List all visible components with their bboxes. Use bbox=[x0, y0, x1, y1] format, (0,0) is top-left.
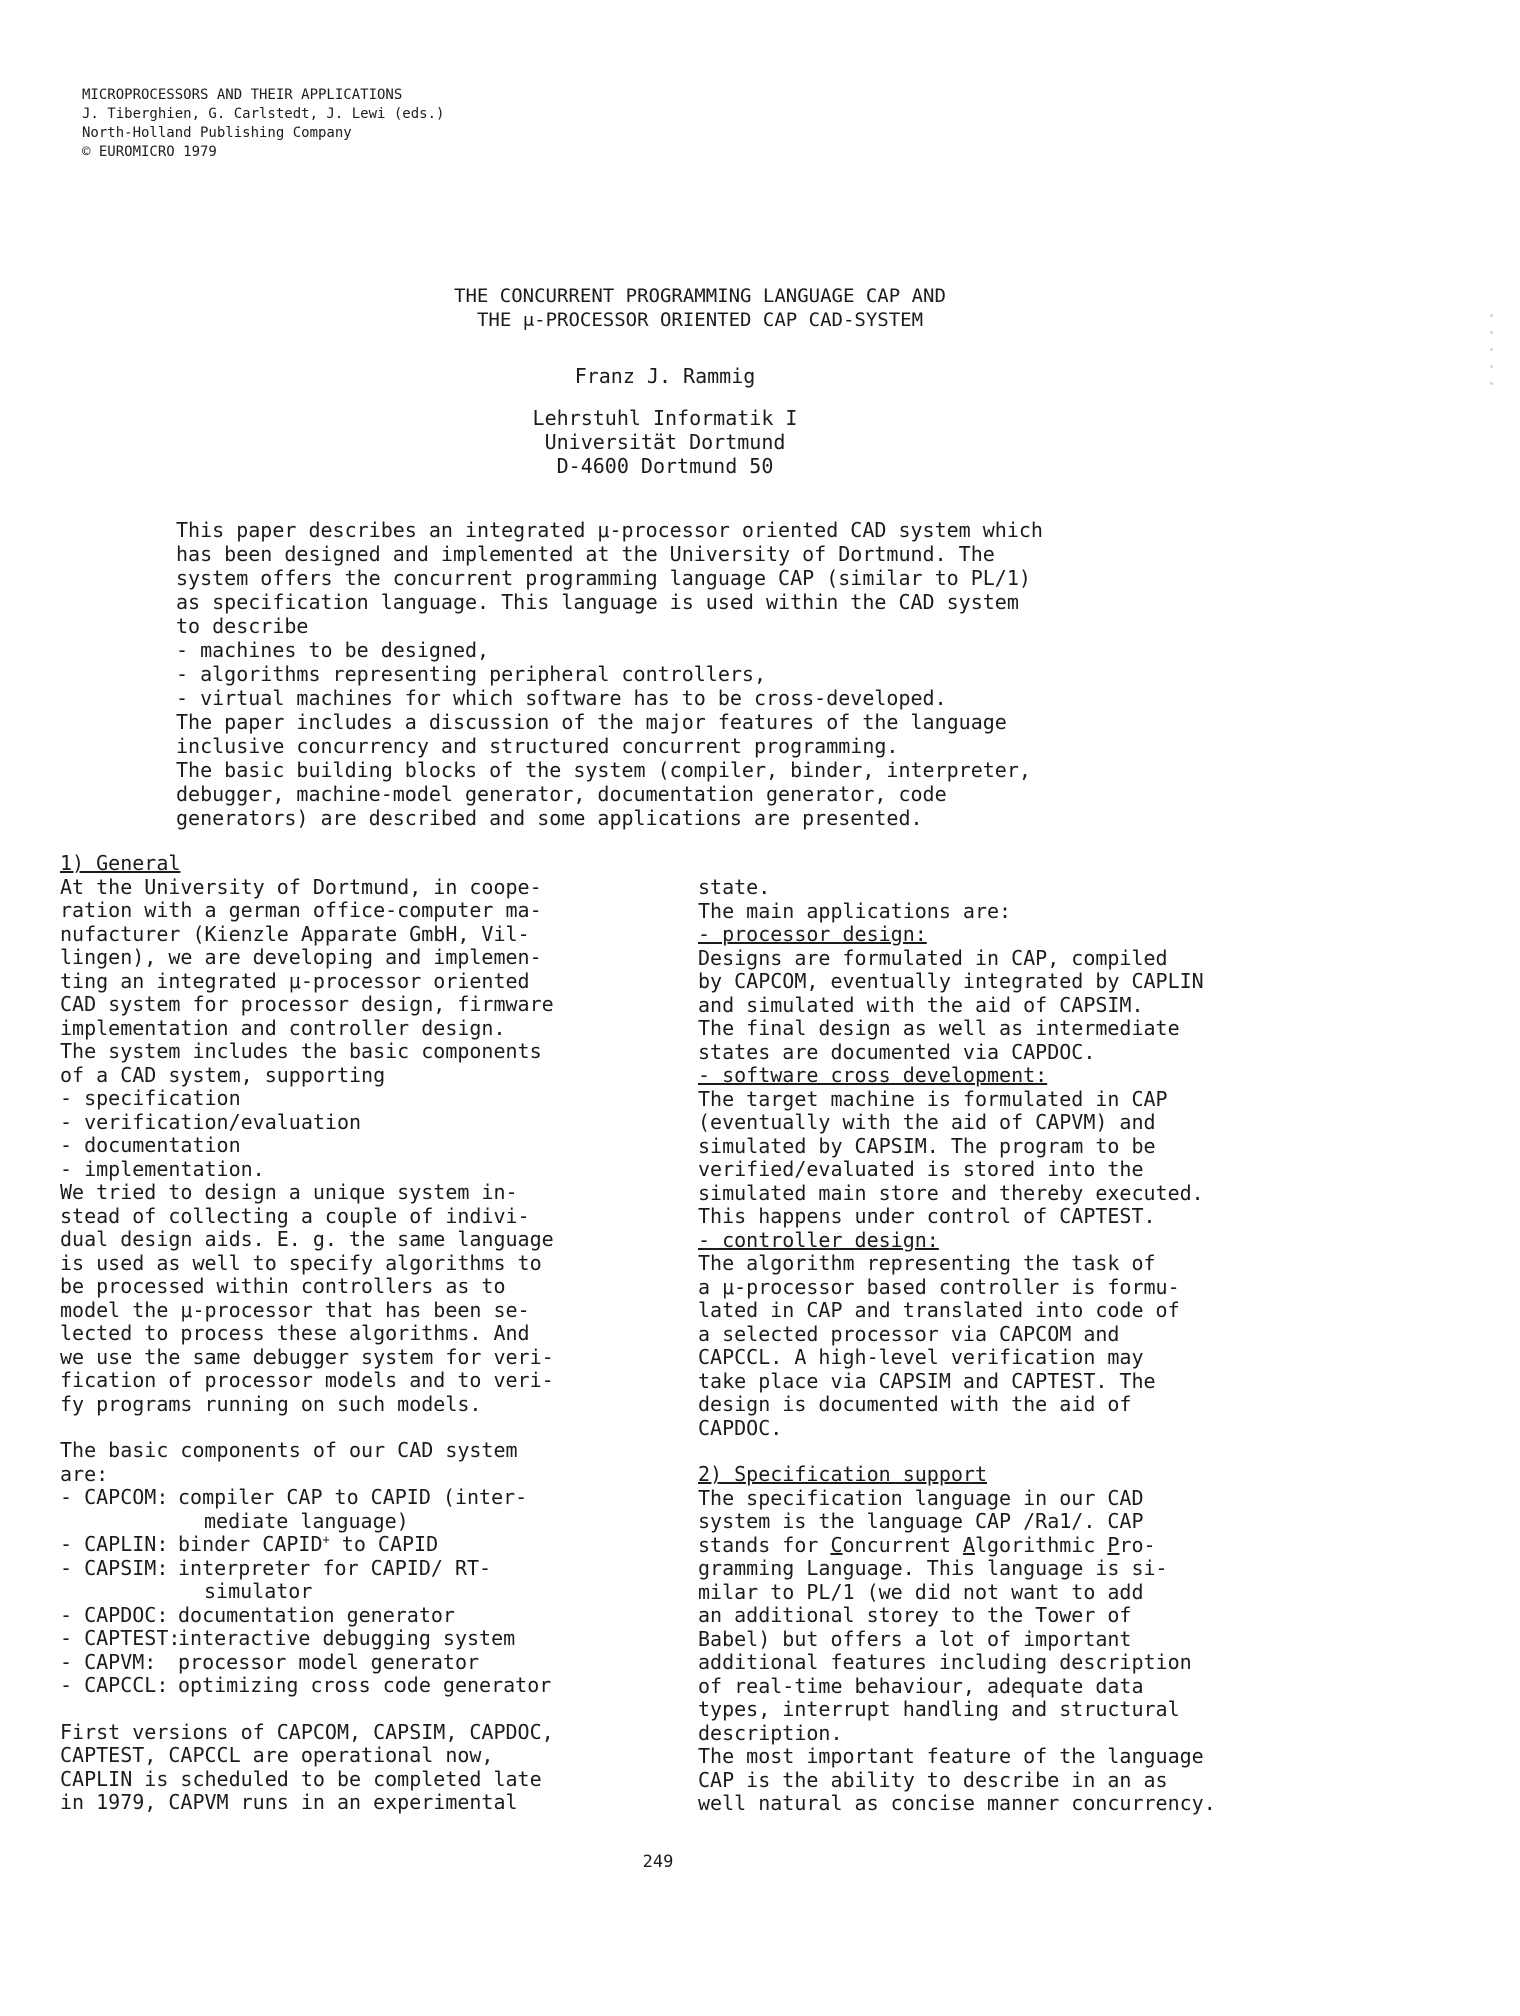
component-desc bbox=[178, 1533, 438, 1557]
component-desc: compiler CAP to CAPID (inter- bbox=[178, 1485, 528, 1509]
body-line: state. bbox=[698, 875, 771, 899]
abstract-line: This paper describes an integrated μ-processor oriented CAD system which bbox=[176, 518, 1043, 542]
component-desc-part: binder CAPID bbox=[178, 1532, 323, 1556]
subsection-heading: - controller design: bbox=[698, 1227, 939, 1252]
component-desc: documentation generator bbox=[178, 1602, 455, 1627]
body-line: The target machine is formulated in CAP bbox=[698, 1086, 1168, 1111]
body-line: CAD system for processor design, firmware bbox=[60, 992, 554, 1016]
body-line: states are documented via CAPDOC. bbox=[698, 1039, 1096, 1064]
paper-title bbox=[0, 284, 1400, 332]
header-line: © EUROMICRO 1979 bbox=[82, 144, 217, 160]
body-line: lated in CAP and translated into code of bbox=[698, 1298, 1180, 1322]
section-heading: 1) General bbox=[60, 851, 181, 875]
acronym-letter: A bbox=[962, 1532, 975, 1557]
body-line: CAPDOC. bbox=[698, 1415, 783, 1440]
component-name: - CAPVM: bbox=[60, 1649, 157, 1674]
body-line-acronym bbox=[698, 1534, 1308, 1558]
text-part: oncurrent bbox=[842, 1532, 963, 1557]
component-name: - CAPCOM: bbox=[60, 1485, 169, 1509]
component-item bbox=[60, 1533, 670, 1557]
acronym-letter: P bbox=[1107, 1532, 1120, 1557]
body-line: ting an integrated μ-processor oriented bbox=[60, 968, 530, 993]
body-line: by CAPCOM, eventually integrated by CAPLIN bbox=[698, 969, 1204, 993]
body-line: are: bbox=[60, 1461, 109, 1486]
body-line: system is the language CAP /Ra1/. CAP bbox=[698, 1509, 1144, 1533]
body-line: The main applications are: bbox=[698, 898, 1012, 923]
body-line: implementation and controller design. bbox=[60, 1015, 506, 1040]
body-line: The final design as well as intermediate bbox=[698, 1016, 1180, 1040]
body-line: verified/evaluated is stored into the bbox=[698, 1157, 1144, 1181]
affiliation-line: D-4600 Dortmund 50 bbox=[556, 454, 774, 478]
body-line: - documentation bbox=[60, 1133, 241, 1157]
abstract-line: - algorithms representing peripheral controllers, bbox=[176, 662, 767, 686]
title-line: THE CONCURRENT PROGRAMMING LANGUAGE CAP AND bbox=[454, 285, 946, 307]
abstract-line: The basic building blocks of the system (compiler, binder, interpreter, bbox=[176, 758, 1031, 782]
body-line: CAP is the ability to describe in an as bbox=[698, 1767, 1168, 1792]
header-line: J. Tiberghien, G. Carlstedt, J. Lewi (eds.) bbox=[82, 106, 445, 122]
body-line: take place via CAPSIM and CAPTEST. The bbox=[698, 1368, 1156, 1393]
body-line: CAPLIN is scheduled to be completed late bbox=[60, 1766, 542, 1791]
page-number: 249 bbox=[642, 1852, 674, 1872]
component-item bbox=[60, 1651, 670, 1675]
body-line: in 1979, CAPVM runs in an experimental bbox=[60, 1790, 518, 1814]
body-line: of a CAD system, supporting bbox=[60, 1062, 386, 1087]
component-desc: processor model generator bbox=[178, 1649, 480, 1674]
section-heading: 2) Specification support bbox=[698, 1462, 987, 1486]
body-line: a selected processor via CAPCOM and bbox=[698, 1321, 1120, 1346]
abstract-line: has been designed and implemented at the University of Dortmund. The bbox=[176, 542, 995, 566]
left-column bbox=[60, 852, 670, 1815]
body-line: gramming Language. This language is si- bbox=[698, 1556, 1168, 1580]
abstract-line: to describe bbox=[176, 614, 309, 638]
scan-dot bbox=[1490, 348, 1493, 351]
body-line: types, interrupt handling and structural bbox=[698, 1697, 1180, 1721]
body-line: of real-time behaviour, adequate data bbox=[698, 1673, 1144, 1698]
body-line: is used as well to specify algorithms to bbox=[60, 1250, 542, 1275]
body-line: fication of processor models and to veri- bbox=[60, 1368, 554, 1392]
component-name: - CAPSIM: bbox=[60, 1555, 169, 1580]
body-line: Babel) but offers a lot of important bbox=[698, 1626, 1132, 1651]
component-item bbox=[60, 1627, 670, 1651]
acronym-letter: C bbox=[830, 1532, 843, 1557]
component-desc-part: to CAPID bbox=[329, 1532, 439, 1556]
body-line: The algorithm representing the task of bbox=[698, 1251, 1156, 1275]
component-name: - CAPLIN: bbox=[60, 1532, 169, 1556]
body-line: This happens under control of CAPTEST. bbox=[698, 1204, 1156, 1228]
body-line: CAPTEST, CAPCCL are operational now, bbox=[60, 1743, 494, 1767]
component-name: - CAPDOC: bbox=[60, 1602, 169, 1627]
abstract-line: - machines to be designed, bbox=[176, 638, 490, 662]
component-item bbox=[60, 1486, 670, 1510]
body-line: At the University of Dortmund, in coope- bbox=[60, 874, 542, 899]
text-part: stands for bbox=[698, 1532, 831, 1557]
component-desc-cont: simulator bbox=[204, 1579, 313, 1603]
abstract-line: generators) are described and some applications are presented. bbox=[176, 806, 923, 830]
body-line: First versions of CAPCOM, CAPSIM, CAPDOC, bbox=[60, 1719, 554, 1744]
body-line: Designs are formulated in CAP, compiled bbox=[698, 945, 1168, 970]
subsection-heading: - software cross development: bbox=[698, 1063, 1048, 1087]
paragraph-gap bbox=[698, 1440, 1308, 1463]
scan-dot bbox=[1490, 365, 1493, 368]
affiliation-line: Universität Dortmund bbox=[544, 430, 786, 454]
body-line: and simulated with the aid of CAPSIM. bbox=[698, 992, 1144, 1017]
header-line: North-Holland Publishing Company bbox=[82, 125, 352, 141]
body-line: well natural as concise manner concurrency. bbox=[698, 1791, 1216, 1815]
body-line: an additional storey to the Tower of bbox=[698, 1603, 1132, 1627]
body-line: additional features including description bbox=[698, 1650, 1192, 1674]
body-line: design is documented with the aid of bbox=[698, 1392, 1132, 1416]
body-line: - specification bbox=[60, 1086, 241, 1110]
superscript-plus: + bbox=[322, 1532, 330, 1547]
body-line: we use the same debugger system for veri- bbox=[60, 1344, 554, 1369]
body-line: (eventually with the aid of CAPVM) and bbox=[698, 1110, 1156, 1134]
component-desc: interactive debugging system bbox=[178, 1626, 516, 1650]
abstract-line: inclusive concurrency and structured concurrent programming. bbox=[176, 734, 899, 758]
body-line: stead of collecting a couple of indivi- bbox=[60, 1203, 530, 1228]
body-line: nufacturer (Kienzle Apparate GmbH, Vil- bbox=[60, 921, 530, 946]
publication-header bbox=[82, 86, 602, 162]
body-line: simulated main store and thereby executed. bbox=[698, 1180, 1204, 1205]
abstract-line: The paper includes a discussion of the major features of the language bbox=[176, 710, 1007, 734]
abstract-line: system offers the concurrent programming language CAP (similar to PL/1) bbox=[176, 566, 1031, 590]
component-desc: interpreter for CAPID/ RT- bbox=[178, 1555, 492, 1580]
component-desc: optimizing cross code generator bbox=[178, 1673, 552, 1697]
body-line: simulated by CAPSIM. The program to be bbox=[698, 1133, 1156, 1158]
text-part: ro- bbox=[1119, 1532, 1156, 1557]
component-name: - CAPTEST: bbox=[60, 1626, 181, 1650]
body-line: model the μ-processor that has been se- bbox=[60, 1297, 530, 1322]
right-column bbox=[698, 876, 1308, 1816]
body-line: lected to process these algorithms. And bbox=[60, 1321, 530, 1345]
paragraph-gap bbox=[60, 1416, 670, 1439]
text-part: lgorithmic bbox=[974, 1532, 1108, 1557]
body-line: The most important feature of the language bbox=[698, 1744, 1204, 1768]
body-line: a μ-processor based controller is formu- bbox=[698, 1274, 1180, 1299]
body-line: CAPCCL. A high-level verification may bbox=[698, 1345, 1144, 1369]
body-line: The basic components of our CAD system bbox=[60, 1438, 518, 1462]
body-line: description. bbox=[698, 1720, 843, 1745]
body-line: - verification/evaluation bbox=[60, 1109, 362, 1134]
body-line: lingen), we are developing and implemen- bbox=[60, 945, 542, 969]
component-name: - CAPCCL: bbox=[60, 1673, 169, 1697]
abstract bbox=[176, 518, 1236, 830]
body-line: be processed within controllers as to bbox=[60, 1274, 506, 1298]
component-item bbox=[60, 1674, 670, 1698]
affiliation-line: Lehrstuhl Informatik I bbox=[532, 406, 798, 430]
body-line: milar to PL/1 (we did not want to add bbox=[698, 1579, 1144, 1604]
header-line: MICROPROCESSORS AND THEIR APPLICATIONS bbox=[82, 87, 403, 103]
body-line: The specification language in our CAD bbox=[698, 1485, 1144, 1510]
body-line: ration with a german office-computer ma- bbox=[60, 898, 542, 922]
author-block bbox=[0, 364, 1330, 478]
scan-dot bbox=[1490, 331, 1493, 334]
abstract-line: - virtual machines for which software has to be cross-developed. bbox=[176, 686, 947, 710]
component-item bbox=[60, 1557, 670, 1581]
abstract-line: debugger, machine-model generator, documentation generator, code bbox=[176, 782, 947, 806]
body-line: The system includes the basic components bbox=[60, 1039, 542, 1063]
body-line: fy programs running on such models. bbox=[60, 1391, 482, 1416]
component-desc-cont: mediate language) bbox=[204, 1508, 409, 1533]
component-item bbox=[60, 1604, 670, 1628]
body-line: - implementation. bbox=[60, 1156, 265, 1181]
scan-dot bbox=[1490, 382, 1493, 385]
abstract-line: as specification language. This language is used within the CAD system bbox=[176, 590, 1019, 614]
subsection-heading: - processor design: bbox=[698, 922, 927, 946]
author-name: Franz J. Rammig bbox=[574, 364, 756, 388]
scan-dot bbox=[1490, 314, 1493, 317]
scan-artifact bbox=[1478, 300, 1508, 460]
paragraph-gap bbox=[60, 1698, 670, 1721]
body-line: dual design aids. E. g. the same language bbox=[60, 1227, 554, 1251]
title-line: THE μ-PROCESSOR ORIENTED CAP CAD-SYSTEM bbox=[476, 309, 924, 331]
body-line: We tried to design a unique system in- bbox=[60, 1180, 518, 1204]
